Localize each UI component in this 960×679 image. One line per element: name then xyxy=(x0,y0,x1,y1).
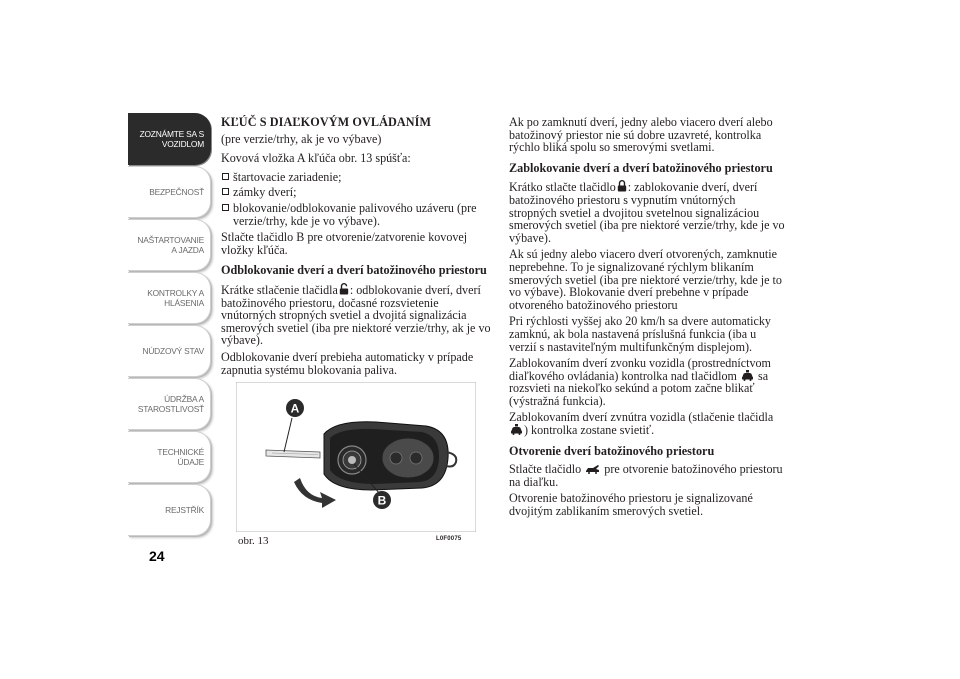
paragraph-boot-2: Otvorenie batožinového priestoru je signalizované dvojitým zablikaním smerových svetiel. xyxy=(509,491,753,519)
tab-label: ZOZNÁMTE SA S VOZIDLOM xyxy=(139,129,204,149)
tab-udrzba[interactable] xyxy=(128,378,211,430)
heading-lock: Zablokovanie dverí a dverí batožinového priestoru xyxy=(509,160,773,175)
text-part: pre otvorenie batožinového priestoru na diaľku. xyxy=(509,462,783,489)
paragraph-lock-2: Ak sú jedny alebo viacero dverí otvorených, zamknutie neprebehne. To je signalizované rýchlym blikaním smerových svetiel (iba pre niektoré verzie/trhy, kde je to vo výbave). Blokovanie dverí prebehne v prípade otvoreného batožinového priestoru xyxy=(509,247,782,312)
tab-label: BEZPEČNOSŤ xyxy=(149,187,204,197)
text-part: Krátke stlačenie tlačidla xyxy=(221,282,338,297)
left-column xyxy=(221,116,493,380)
callout-a-label: A xyxy=(290,401,300,416)
heading-unlock: Odblokovanie dverí a dverí batožinového priestoru xyxy=(221,263,487,278)
paragraph-lock-5 xyxy=(509,411,785,436)
tab-zoznamte-sa[interactable] xyxy=(128,113,211,165)
boot-open-icon xyxy=(585,464,600,474)
tab-kontrolky[interactable] xyxy=(128,272,211,324)
text-part: Stlačte tlačidlo xyxy=(509,462,582,477)
tab-rejstrik[interactable] xyxy=(128,484,211,536)
section-subtitle: (pre verzie/trhy, ak je vo výbave) xyxy=(221,131,382,146)
paragraph-lock-4 xyxy=(509,357,785,407)
unlock-icon xyxy=(339,283,349,295)
callout-b-label: B xyxy=(377,493,387,508)
bullet-item: štartovacie zariadenie; xyxy=(221,171,493,184)
bullet-item: blokovanie/odblokovanie palivového uzáveru (pre verzie/trhy, kde je vo výbave). xyxy=(221,202,493,227)
text-part: ) kontrolka zostane svietiť. xyxy=(524,423,655,438)
intro-paragraph: Kovová vložka A kľúča obr. 13 spúšťa: xyxy=(221,151,411,166)
tab-bezpecnost[interactable] xyxy=(128,166,211,218)
paragraph-lock-1 xyxy=(509,180,785,244)
tab-label: REJSTŘÍK xyxy=(165,505,204,515)
tab-label: KONTROLKY A HLÁSENIA xyxy=(147,288,204,308)
text-part: Zablokovaním dverí zvonku vozidla (prostredníctvom diaľkového ovládania) kontrolka nad tlačidlom xyxy=(509,356,771,383)
right-column xyxy=(509,116,785,522)
key-fob xyxy=(324,422,456,490)
paragraph-button-b: Stlačte tlačidlo B pre otvorenie/zatvorenie kovovej vložky kľúča. xyxy=(221,230,468,257)
bullet-item: zámky dverí; xyxy=(221,186,493,199)
paragraph-unlock-2: Odblokovanie dverí prebieha automaticky v prípade zapnutia systému blokovania paliva. xyxy=(221,349,474,377)
paragraph-unlock-1 xyxy=(221,283,493,347)
text-part: : zablokovanie dverí, dverí batožinového priestoru s vypnutím vnútorných stropných svetiel a dvojitou svetelnou signalizáciou smerových svetiel (iba pre niektoré verzie/trhy, kde je vo výbave). xyxy=(509,180,785,245)
text-part: : odblokovanie dverí, dverí batožinového priestoru, dočasné rozsvietenie vnútorných stropných svetiel a dvojitá signalizácia smerových svetiel (iba pre niektoré verzie/trhy, ak je vo výbave). xyxy=(221,282,491,348)
key-figure xyxy=(236,382,476,532)
tab-label: ÚDRŽBA A STAROSTLIVOSŤ xyxy=(137,394,204,414)
lock-icon xyxy=(617,180,627,192)
car-lock-icon xyxy=(510,424,523,435)
figure-caption: obr. 13 xyxy=(238,535,269,547)
heading-boot: Otvorenie dverí batožinového priestoru xyxy=(509,443,715,458)
tab-label: TECHNICKÉ ÚDAJE xyxy=(157,447,204,467)
tab-label: NAŠTARTOVANIE A JAZDA xyxy=(137,235,204,255)
paragraph-boot-1 xyxy=(509,463,785,488)
text-part: Krátko stlačte tlačidlo xyxy=(509,180,616,195)
paragraph-intro: Ak po zamknutí dverí, jedny alebo viacero dverí alebo batožinový priestor nie sú dobre uzavreté, kontrolka rýchlo bliká spolu so smerovými svetlami. xyxy=(509,115,773,155)
tab-nudzovy-stav[interactable] xyxy=(128,325,211,377)
page-number: 24 xyxy=(149,548,165,564)
tab-technicke-udaje[interactable] xyxy=(128,431,211,483)
car-lock-icon xyxy=(741,370,754,381)
section-title: KĽÚČ S DIAĽKOVÝM OVLÁDANÍM xyxy=(221,115,432,129)
paragraph-lock-3: Pri rýchlosti vyššej ako 20 km/h sa dvere automaticky zamknú, ak bola nastavená príslušná funkcia (iba u verzií s nastaviteľným multifunkčným displejom). xyxy=(509,314,771,354)
tab-label: NÚDZOVÝ STAV xyxy=(142,346,204,356)
text-part: sa rozsvieti na niekoľko sekúnd a potom začne blikať (výstražná funkcia). xyxy=(509,368,769,408)
text-part: Zablokovaním dverí zvnútra vozidla (stlačenie tlačidla xyxy=(509,410,774,425)
figure-code: L0F0075 xyxy=(436,536,462,542)
tab-nastartovanie[interactable] xyxy=(128,219,211,271)
